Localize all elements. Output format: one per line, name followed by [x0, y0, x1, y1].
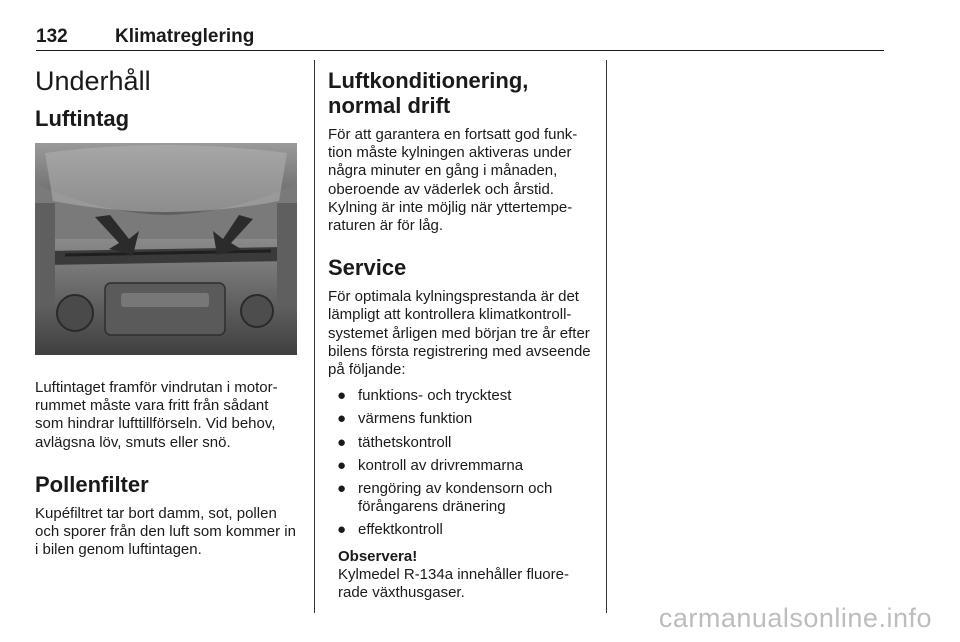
bullet-icon: ● — [337, 521, 347, 539]
note-title: Observera! — [338, 547, 418, 565]
list-item: ● täthetskontroll — [337, 433, 452, 451]
pollen-filter-text: Kupéfiltret tar bort damm, sot, pollen och sporer från den luft som kommer in i bilen genom luftintagen. — [35, 504, 296, 559]
bullet-icon: ● — [337, 433, 347, 451]
bullet-icon: ● — [337, 387, 347, 405]
chapter-title: Klimatreglering — [115, 26, 255, 47]
bullet-icon: ● — [337, 410, 347, 428]
section-heading-ac-normal-operation: Luftkonditionering, normal drift — [328, 68, 529, 118]
service-text: För optimala kylningsprestanda är det lämpligt att kontrollera klimatkontroll-systemet årligen med början tre år efter bilens första registrering med avseende på följande: — [328, 288, 591, 379]
main-heading: Underhåll — [35, 66, 151, 96]
column-divider-1 — [314, 60, 315, 613]
service-checklist — [328, 387, 593, 539]
section-heading-service: Service — [328, 255, 407, 281]
page-number: 132 — [36, 26, 68, 47]
air-intake-text: Luftintaget framför vindrutan i motor-rummet måste vara fritt från sådant som hindrar lufttillförseln. Vid behov, avlägsna löv, smuts eller snö. — [35, 379, 278, 451]
engine-bay-illustration — [35, 143, 297, 355]
bullet-icon: ● — [337, 480, 347, 498]
engine-bay-drawing — [35, 143, 297, 355]
note-box — [338, 548, 593, 602]
list-item: ● effektkontroll — [337, 521, 443, 539]
list-item: ● rengöring av kondensorn och förångarens dränering — [337, 480, 553, 516]
list-item: ● funktions- och trycktest — [337, 387, 512, 405]
ac-normal-operation-text: För att garantera en fortsatt god funk-tion måste kylningen aktiveras under några minuter en gång i månaden, oberoende av väderlek och årstid. Kylning är inte möjlig när yttertempe-raturen är för låg. — [328, 126, 578, 235]
note-text: Kylmedel R-134a innehåller fluore-rade växthusgaser. — [338, 565, 569, 601]
column-divider-2 — [606, 60, 607, 613]
section-heading-pollen-filter: Pollenfilter — [35, 471, 149, 497]
bullet-icon: ● — [337, 456, 347, 474]
list-item: ● kontroll av drivremmarna — [337, 456, 524, 474]
left-column — [35, 60, 299, 559]
list-item: ● värmens funktion — [337, 410, 473, 428]
section-heading-air-intake: Luftintag — [35, 106, 130, 131]
page-header — [36, 26, 884, 51]
watermark: carmanualsonline.info — [658, 603, 932, 633]
right-column — [328, 60, 593, 602]
